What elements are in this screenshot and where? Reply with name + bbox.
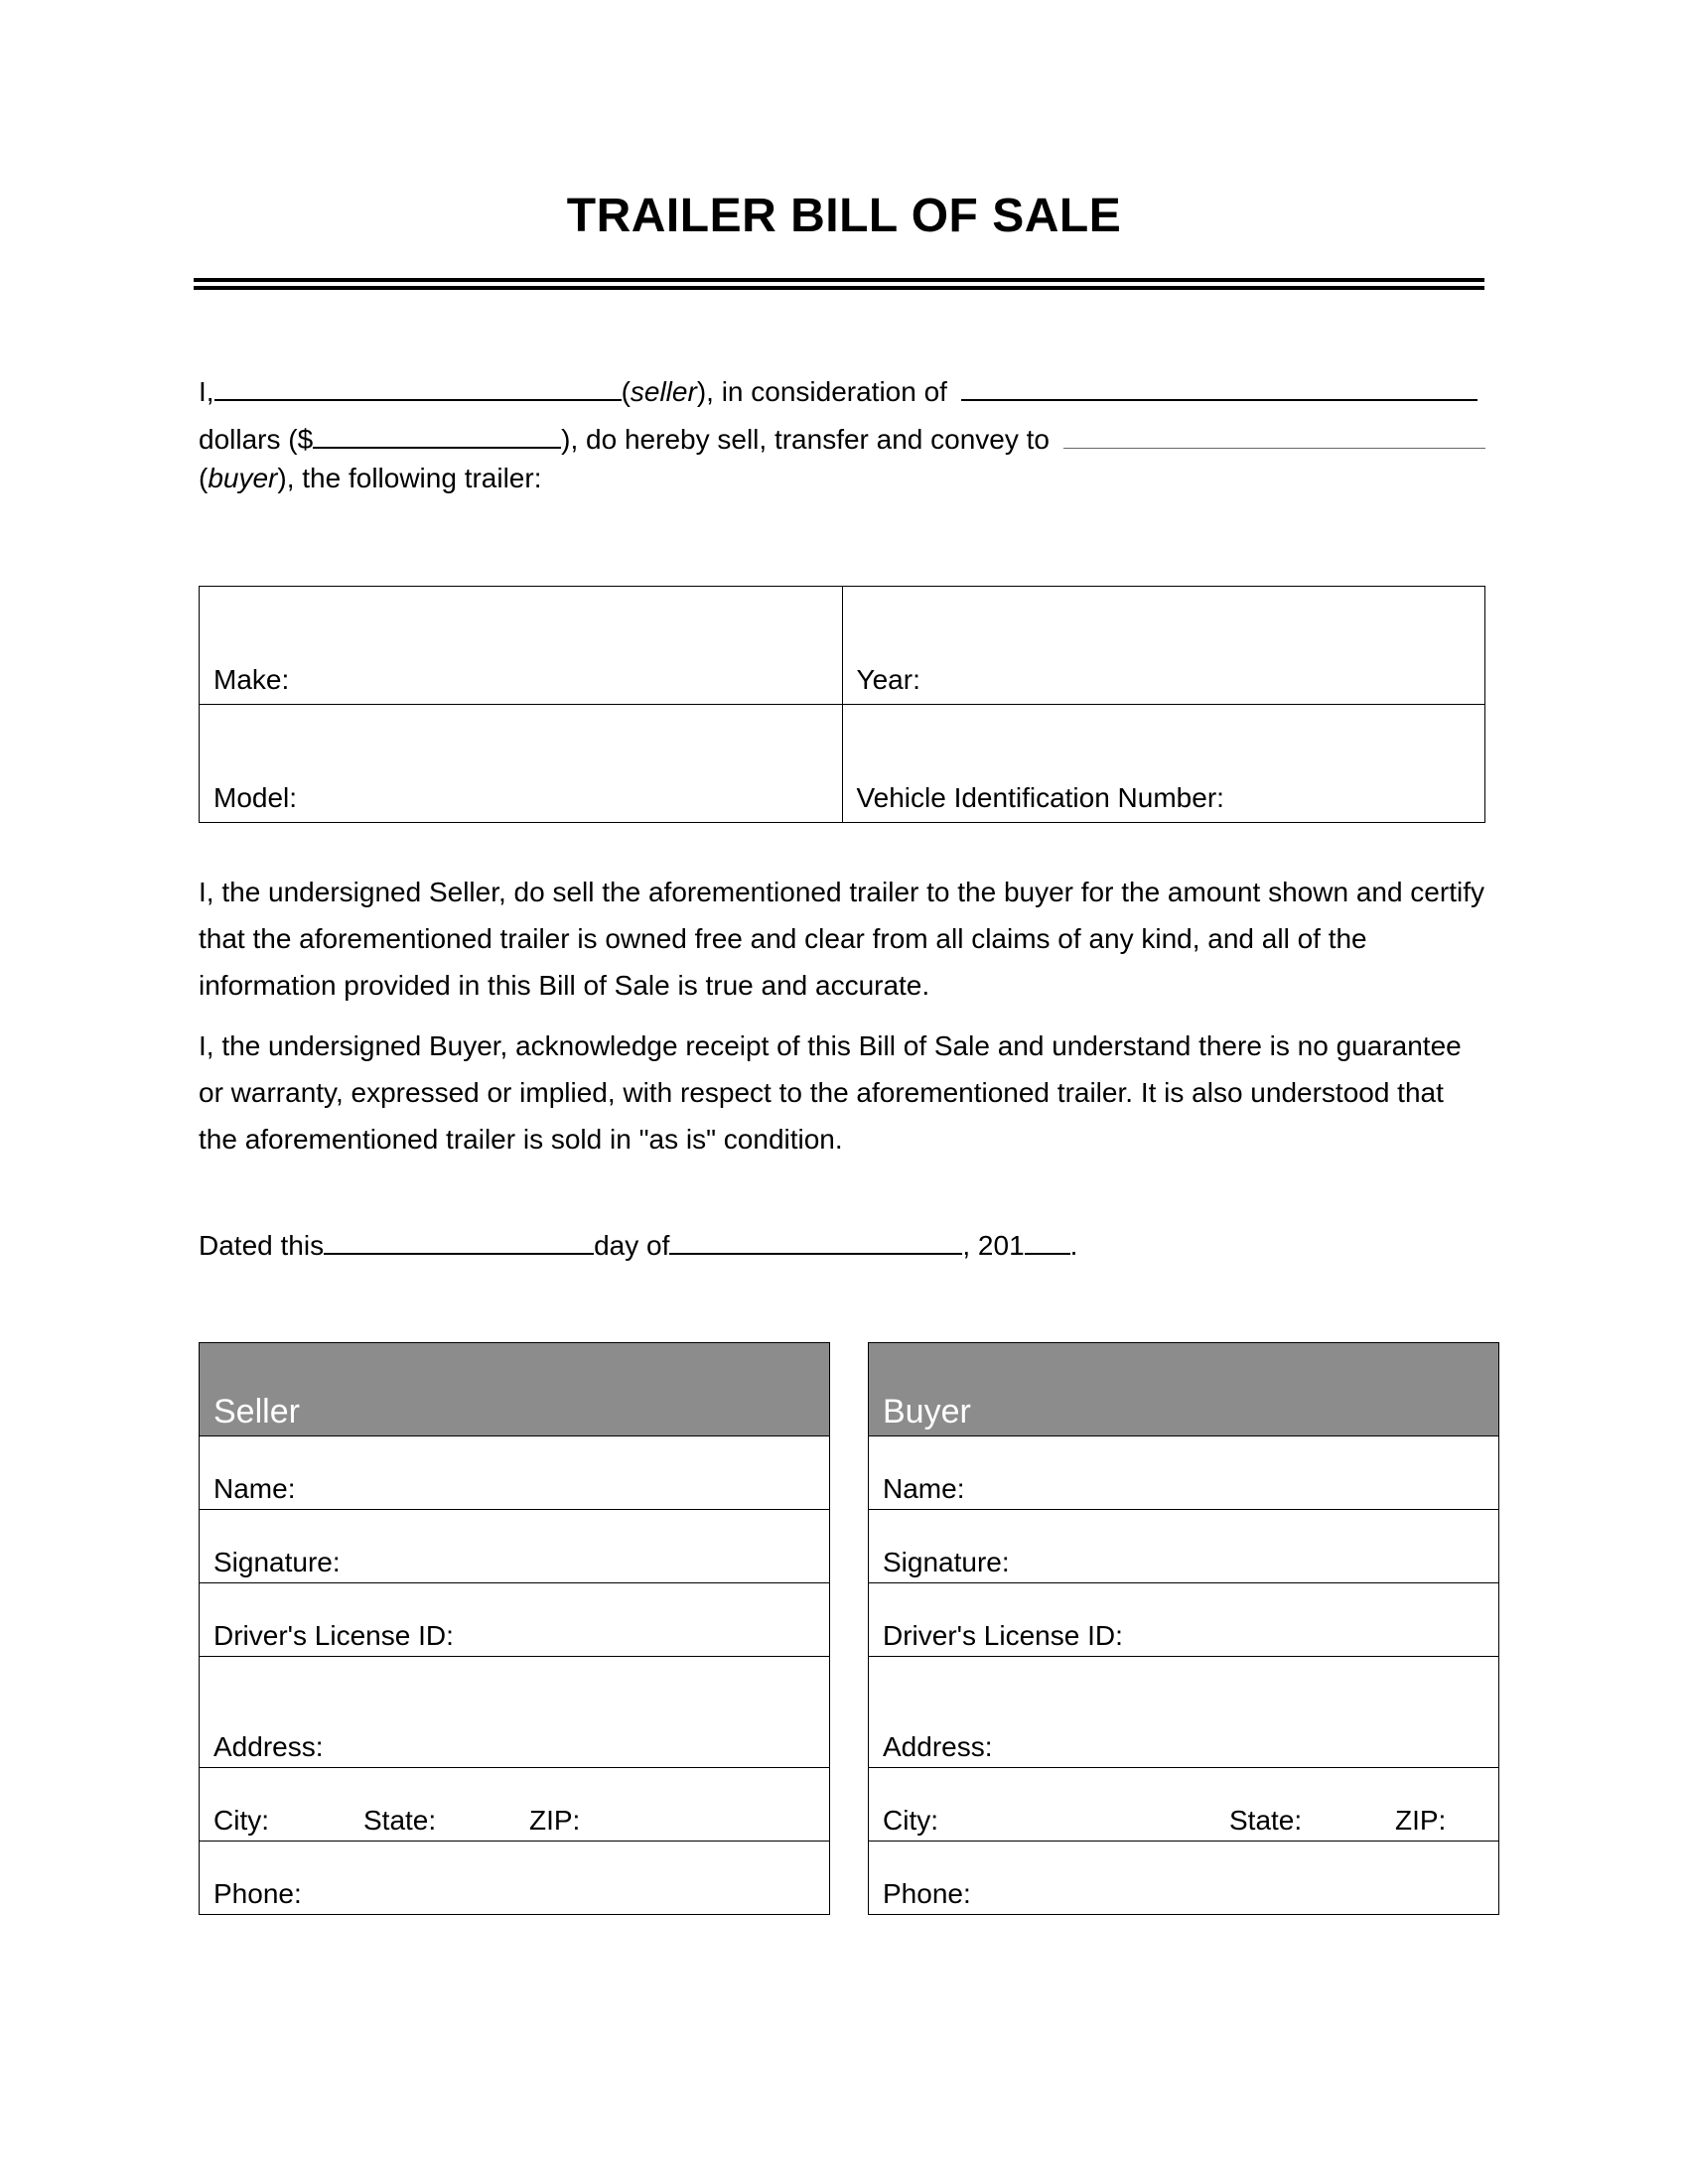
seller-phone-field[interactable] [200,1842,829,1915]
model-field[interactable] [200,705,843,823]
title-rule-top [194,278,1484,282]
buyer-zip-label: ZIP: [1395,1805,1447,1836]
buyer-heading: Buyer [869,1343,1498,1436]
consideration-blank[interactable] [961,373,1477,401]
seller-name-label: Name: [213,1473,296,1504]
make-field[interactable] [200,587,843,705]
buyer-role-label: buyer [208,463,278,493]
year-label: Year: [856,664,920,695]
seller-phone-label: Phone: [213,1878,302,1909]
dollars-prefix: dollars ($ [199,424,314,455]
buyer-name-blank[interactable] [1063,422,1485,449]
buyer-address-field[interactable] [869,1657,1498,1768]
title-rule-bottom [194,286,1484,290]
vehicle-details-table [199,586,1485,823]
buyer-box [868,1342,1499,1915]
make-label: Make: [213,664,290,695]
day-blank[interactable] [324,1227,594,1255]
buyer-license-field[interactable] [869,1583,1498,1657]
following-label: ), the following trailer: [277,463,542,493]
buyer-license-label: Driver's License ID: [883,1620,1123,1651]
dated-this-label: Dated this [199,1230,325,1261]
buyer-address-label: Address: [883,1731,993,1762]
seller-box [199,1342,830,1915]
intro-line-3: (buyer), the following trailer: [199,463,542,493]
seller-license-label: Driver's License ID: [213,1620,454,1651]
intro-line-1: I, (seller), in consideration of [199,373,1477,408]
buyer-name-field[interactable] [869,1436,1498,1510]
buyer-name-label: Name: [883,1473,965,1504]
dated-period: . [1069,1230,1078,1261]
buyer-city-state-zip-field[interactable] [869,1768,1498,1842]
seller-heading: Seller [200,1343,829,1436]
buyer-phone-field[interactable] [869,1842,1498,1915]
buyer-city-label: City: [883,1805,938,1836]
seller-name-field[interactable] [200,1436,829,1510]
convey-label: ), do hereby sell, transfer and convey to [561,424,1050,455]
seller-zip-label: ZIP: [529,1805,581,1836]
seller-city-state-zip-field[interactable] [200,1768,829,1842]
seller-name-blank[interactable] [214,373,622,401]
year-blank[interactable] [1025,1227,1070,1255]
month-blank[interactable] [669,1227,962,1255]
seller-role-label: seller [630,376,697,407]
buyer-statement: I, the undersigned Buyer, acknowledge receipt of this Bill of Sale and understand there is no guarantee or warranty, expressed or implied, with respect to the aforementioned trailer. It is also understood that the aforementioned trailer is sold in "as is" condition. [199,1030,1462,1155]
year-field[interactable] [842,587,1485,705]
vin-field[interactable] [842,705,1485,823]
buyer-signature-label: Signature: [883,1547,1010,1577]
seller-address-field[interactable] [200,1657,829,1768]
vin-label: Vehicle Identification Number: [856,782,1224,813]
seller-state-label: State: [363,1805,437,1836]
seller-license-field[interactable] [200,1583,829,1657]
seller-city-label: City: [213,1805,269,1836]
buyer-phone-label: Phone: [883,1878,971,1909]
year-prefix-label: , 201 [962,1230,1025,1261]
seller-signature-label: Signature: [213,1547,341,1577]
buyer-signature-field[interactable] [869,1510,1498,1583]
seller-signature-field[interactable] [200,1510,829,1583]
dated-line [199,1227,1077,1262]
intro-i-prefix: I, [199,376,214,407]
intro-line-2 [199,421,1485,456]
document-title: TRAILER BILL OF SALE [566,190,1122,242]
model-label: Model: [213,782,298,813]
seller-statement: I, the undersigned Seller, do sell the aforementioned trailer to the buyer for the amount shown and certify that the aforementioned trailer is owned free and clear from all claims of any kind, and all of the information provided in this Bill of Sale is true and accurate. [199,877,1484,1001]
day-of-label: day of [594,1230,670,1261]
consideration-label: ), in consideration of [696,376,947,407]
buyer-state-label: State: [1229,1805,1303,1836]
dollar-amount-blank[interactable] [313,421,561,449]
seller-address-label: Address: [213,1731,324,1762]
